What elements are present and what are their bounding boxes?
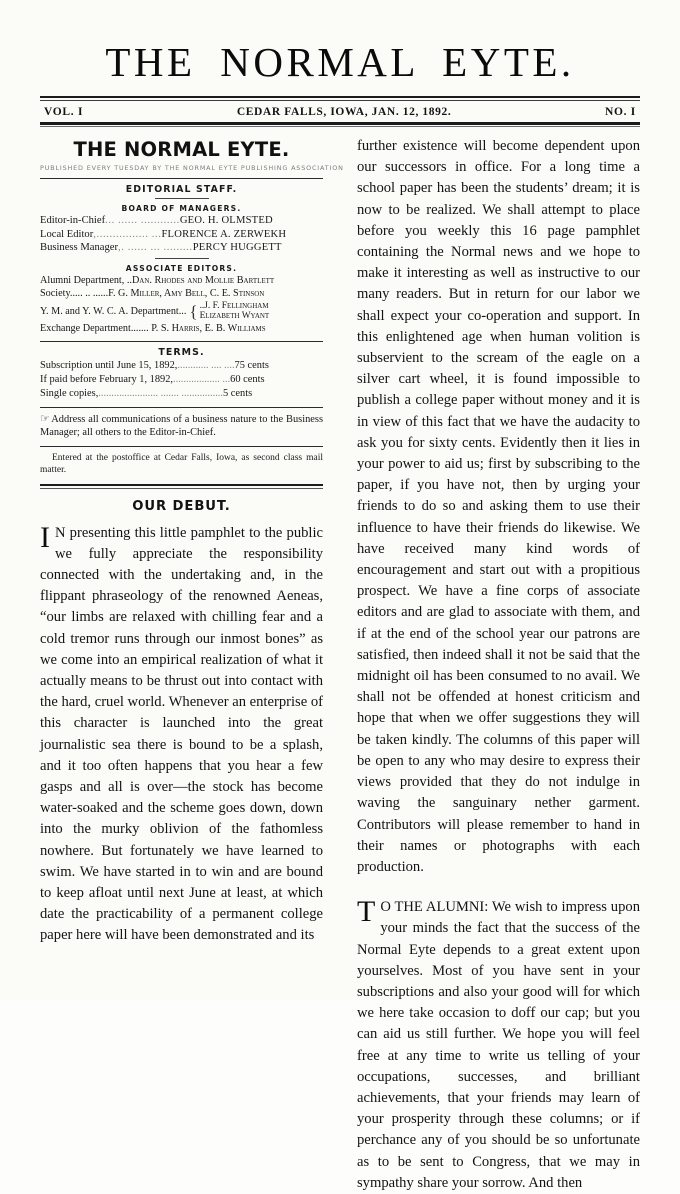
- divider: [40, 178, 323, 179]
- column-container: [40, 136, 640, 1194]
- divider: [155, 198, 209, 199]
- issue-number: NO. I: [605, 106, 636, 118]
- associate-editor-row: [40, 274, 323, 287]
- associate-names: P. S. Harris, E. B. Williams: [151, 322, 266, 334]
- associate-names: Elizabeth Wyant: [199, 311, 270, 322]
- associate-dept: Society: [40, 288, 70, 300]
- exchange-editor-row: [40, 322, 323, 335]
- leader-dots: ....................... ....... ................: [98, 387, 223, 399]
- board-name: PERCY HUGGETT: [192, 242, 282, 254]
- associate-dept: Alumni Department,: [40, 274, 125, 286]
- paragraph-gap: [357, 878, 640, 897]
- volume-bar: [40, 101, 640, 122]
- leader-dots: .......: [130, 322, 152, 334]
- associate-dept: Y. M. and Y. W. C. A. Department...: [40, 305, 187, 317]
- leader-dots: ..... .. ......: [69, 288, 109, 300]
- terms-price: 60 cents: [230, 373, 265, 385]
- postal-entry-notice: Entered at the postoffice at Cedar Falls, Iowa, as second class mail matter.: [40, 452, 323, 476]
- masthead: [40, 0, 640, 127]
- pointing-hand-icon: ☞: [40, 412, 49, 425]
- leader-dots: ............ .... ....: [177, 360, 235, 372]
- newspaper-title: THE NORMAL EYTE.: [105, 39, 575, 85]
- divider: [155, 258, 209, 259]
- brace-glyph: {: [189, 301, 198, 321]
- business-notice-text: Address all communications of a business nature to the Business Manager; all others to the Editor-in-Chief.: [40, 413, 323, 439]
- volume-number: VOL. I: [44, 106, 84, 118]
- staff-box-bottom-rule: [40, 484, 323, 489]
- ymca-ywca-row: [40, 301, 323, 322]
- place-and-date: CEDAR FALLS, IOWA, JAN. 12, 1892.: [236, 106, 452, 118]
- board-member-row: [40, 228, 323, 242]
- leader-dots: ... ...... ............: [105, 215, 180, 226]
- right-column: [357, 136, 640, 1194]
- article-body: IN presenting this little pamphlet to the public we fully appreciate the responsibility connected with the undertaking and, in the flippant phraseology of the renowned Aeneas, “our limbs are relaxed with chilling fear and a cold tremor runs through our inmost bones” as we come into an empirical realization of what it actually means to be thrust out into contact with the hard, cruel world. Whenever an enterprise of this character is launched into the great journalistic sea there is bound to be a splash, and it too often happens that you hear a few gasps and all is over—the stock has become water-soaked and the scheme goes down, down into the murky oblivion of the fathomless nowhere. But fortunately we have learned to swim. We have started in to win and are bound to keep afloat until next June at least, at which date the practicability of a permanent college paper here will have been demonstrated and its: [40, 520, 323, 944]
- terms-heading: TERMS.: [158, 347, 205, 359]
- left-column: [40, 136, 344, 947]
- board-name: FLORENCE A. ZERWEKH: [161, 228, 287, 240]
- masthead-rule-bottom: [40, 122, 640, 127]
- associate-names: F. G. Miller, Amy Bell, C. E. Stinson: [108, 288, 265, 300]
- divider: [40, 407, 323, 408]
- business-notice: [40, 413, 323, 440]
- leader-dots: ,................ ...: [93, 228, 162, 240]
- divider: [40, 446, 323, 447]
- publication-frequency-line: PUBLISHED EVERY TUESDAY BY THE NORMAL EYTE PUBLISHING ASSOCIATION: [40, 164, 344, 172]
- article-our-debut: [40, 499, 323, 947]
- article-body-continued: further existence will become dependent upon our successors in office. For a long time a school paper has been the students’ dream; it is now to be realized. We shall attempt to place before you weekly this 16 page pamphlet containing the Normal news and we hope to make it interesting as well as instructive to our many readers. But in return for our labor we shall expect your co-operation and support. In this enlightened age when human volition is subservient to the scream of the eagle on a silver cart wheel, it is found impossible to publish a college paper without money and it is in view of this fact that we have the audacity to ask you for sixty cents. Evidently then it lies in your power to aid us; first by subscribing to the paper, if you have not, then by urging your friends to do so and asking them to use their influence to have their friends do likewise. We have received many kind words of encouragement and start out with a propitious prospect. We have a fine corps of associate editors and are glad to associate with them, and if at the end of the school year our patrons are satisfied, then indeed shall it not be said that the midnight oil has been consumed to no avail. We shall not be offended at honest criticism and hope that when we offer suggestions they will be taken kindly. The columns of this paper will be open to any who may desire to express their views provided that they do not indulge in waving the sanguinary nether garment. Contributors will please remember to hand in their names or photographs with each production.: [357, 138, 640, 875]
- article-heading: OUR DEBUT.: [132, 498, 231, 514]
- board-name: GEO. H. OLMSTED: [179, 215, 273, 226]
- staff-box-title: THE NORMAL EYTE.: [73, 138, 290, 161]
- leader-dots: ,. ...... ... .........: [117, 242, 193, 254]
- associate-editor-row: [40, 287, 323, 300]
- divider: [40, 341, 323, 342]
- leader-dots: ..: [124, 274, 132, 286]
- editorial-staff-heading: EDITORIAL STAFF.: [125, 184, 238, 195]
- terms-row: [40, 373, 323, 387]
- terms-row: [40, 387, 323, 401]
- terms-price: 5 cents: [222, 387, 253, 399]
- terms-label: Subscription until June 15, 1892,: [40, 360, 178, 372]
- board-role: Editor-in-Chief: [40, 215, 106, 226]
- terms-label: Single copies,: [40, 387, 99, 399]
- board-member-row: [40, 214, 323, 228]
- article-to-the-alumni: TO THE ALUMNI: We wish to impress upon your minds the fact that the success of the Normal Eyte depends to a great extent upon yourselves. Most of you have sent in your subscriptions and also your good will for which we here take occasion to doff our cap; but you can aid us still further. We hope you will feel free at any time to write us telling of your occupations, successes, and brilliant achievements, that your friends may learn of your prosperity through these columns; or if perchance any of you should be so unfortunate as to be sent to Congress, that we may in sympathy share your sorrow. And then: [357, 895, 640, 1191]
- associate-names: ..J. F. Fellingham: [199, 300, 269, 311]
- associate-dept: Exchange Department: [40, 322, 131, 334]
- board-role: Local Editor: [40, 228, 94, 240]
- terms-label: If paid before February 1, 1892,: [40, 373, 174, 385]
- terms-row: [40, 359, 323, 373]
- associate-names: Dan. Rhodes and Mollie Bartlett: [131, 274, 275, 286]
- board-of-managers-heading: BOARD OF MANAGERS.: [121, 204, 242, 213]
- associate-editors-heading: ASSOCIATE EDITORS.: [125, 263, 238, 273]
- staff-box: [40, 138, 344, 489]
- board-member-row: [40, 241, 323, 255]
- terms-price: 75 cents: [234, 360, 269, 372]
- leader-dots: .................. ...: [173, 373, 231, 385]
- board-role: Business Manager: [40, 242, 118, 254]
